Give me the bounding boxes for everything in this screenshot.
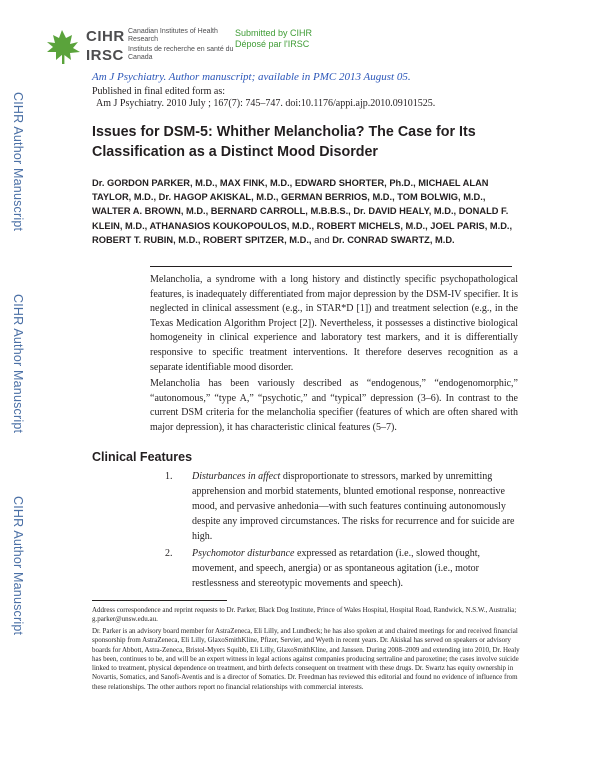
- sidebar-label-3: CIHR Author Manuscript: [11, 496, 25, 636]
- logo-cihr: CIHR: [86, 28, 125, 45]
- footnote-divider: [92, 600, 227, 601]
- list-item-number: 2.: [165, 548, 173, 559]
- authors-main: Dr. GORDON PARKER, M.D., MAX FINK, M.D., EDWARD SHORTER, Ph.D., MICHAEL ALAN TAYLOR, M.D., Dr. HAGOP AKISKAL, M.D., GERMAN BERRIOS, M.D., TOM BOLWIG, M.D., WALTER A. BROWN, M.D., BERNARD CARROLL, M.B.B.S., Dr. DAVID HEALY, M.D., DONALD F. KLEIN, M.D., ATHANASIOS KOUKOPOULOS, M.D., ROBERT MICHELS, M.D., JOEL PARIS, M.D., ROBERT T. RUBIN, M.D., ROBERT SPITZER, M.D.,: [92, 178, 513, 245]
- abstract-divider: [150, 266, 512, 267]
- logo-name-en: Canadian Institutes of Health Research: [128, 28, 218, 43]
- list-item: [150, 546, 518, 591]
- journal-availability-line: Am J Psychiatry. Author manuscript; available in PMC 2013 August 05.: [92, 71, 411, 83]
- authors-conjunction: and: [314, 234, 330, 245]
- section-heading: Clinical Features: [92, 450, 193, 464]
- submitted-fr: Déposé par l'IRSC: [235, 39, 310, 49]
- footnote-disclosures: Dr. Parker is an advisory board member for AstraZeneca, Eli Lilly, and Lundbeck; he has also spoken at and chaired meetings for and received financial sponsorship from AstraZeneca, Eli Lilly, GlaxoSmithKline, Pfizer, Servier, and Wyeth in recent years. Dr. Akiskal has served on speakers or advisory boards for Abbott, Astra-Zeneca, Bristol-Myers Squibb, Eli Lilly, GlaxoSmithKline, and Janssen. During 2008–2009 and extending into 2010, Dr. Healy has been, continues to be, and will be an expert witness in legal actions against companies producing sertraline and paroxetine; the cases involve suicide linked to treatment, physical dependence on treatment, and birth defects consequent on treatment with these drugs. Dr. Swartz has equity ownership in Novartis, Somatics, and Sanofi-Aventis and is a director of Somatics. Dr. Freedman has reviewed this editorial and found no evidence of influence from these relationships. The other authors report no financial relationships with commercial interests.: [92, 627, 520, 691]
- published-citation: Am J Psychiatry. 2010 July ; 167(7): 745–747. doi:10.1176/appi.ajp.2010.09101525.: [96, 98, 436, 109]
- sidebar-label-2: CIHR Author Manuscript: [11, 294, 25, 434]
- published-info: [92, 86, 435, 110]
- submitted-by: [235, 28, 312, 50]
- authors-last: Dr. CONRAD SWARTZ, M.D.: [332, 234, 455, 245]
- abstract-paragraph-2: Melancholia has been variously described as “endogenous,” “endogenomorphic,” “autonomous,” “type A,” “psychotic,” and “typical” depression (3–6). In contrast to the current DSM criteria for the melancholia specifier (features of which are often shared with major depression), it has characteristic clinical features (5–7).: [150, 378, 518, 433]
- logo-name-fr: Instituts de recherche en santé du Canada: [128, 46, 234, 61]
- list-item-term: Disturbances in affect: [192, 471, 281, 482]
- list-item-term: Psychomotor disturbance: [192, 548, 295, 559]
- list-item-number: 1.: [165, 471, 173, 482]
- page-title: Issues for DSM-5: Whither Melancholia? The Case for Its Classification as a Distinct Mood Disorder: [92, 124, 476, 160]
- list-item-text: expressed as retardation (i.e., slowed thought, movement, and speech, anergia) or as spontaneous agitation (i.e., motor restlessness and stereotypic movements and speech).: [192, 548, 481, 589]
- list-item: [150, 469, 518, 544]
- abstract-paragraph-1: Melancholia, a syndrome with a long history and distinctly specific psychopathological features, is inadequately differentiated from major depression by the DSM-IV specifier. It is neglected in clinical assessment (e.g., in STAR*D [1]) and treatment selection (e.g., in the Texas Medication Algorithm Project [2]). Nevertheless, it possesses a distinctive biological homogeneity in clinical experience and laboratory test markers, and it is differentially responsive to specific treatment interventions. It therefore deserves recognition as a separate identifiable mood disorder.: [150, 274, 518, 373]
- author-list: [92, 176, 524, 247]
- submitted-en: Submitted by CIHR: [235, 28, 313, 38]
- logo-irsc: IRSC: [86, 47, 124, 64]
- maple-leaf-icon: [42, 26, 86, 66]
- sidebar-label-1: CIHR Author Manuscript: [11, 92, 25, 232]
- footnote-correspondence: Address correspondence and reprint requests to Dr. Parker, Black Dog Institute, Prince of Wales Hospital, Hospital Road, Randwick, N.S.W., Australia; g.parker@unsw.edu.au.: [92, 606, 517, 624]
- list-item-text: disproportionate to stressors, marked by unremitting apprehension and morbid statements, blunted emotional response, nonreactive mood, and pervasive anhedonia—with such features continuing autonomously despite any improved circumstances. The risks for recurrence and for suicide are high.: [192, 471, 515, 542]
- cihr-logo: [42, 26, 232, 74]
- published-label: Published in final edited form as:: [92, 86, 226, 97]
